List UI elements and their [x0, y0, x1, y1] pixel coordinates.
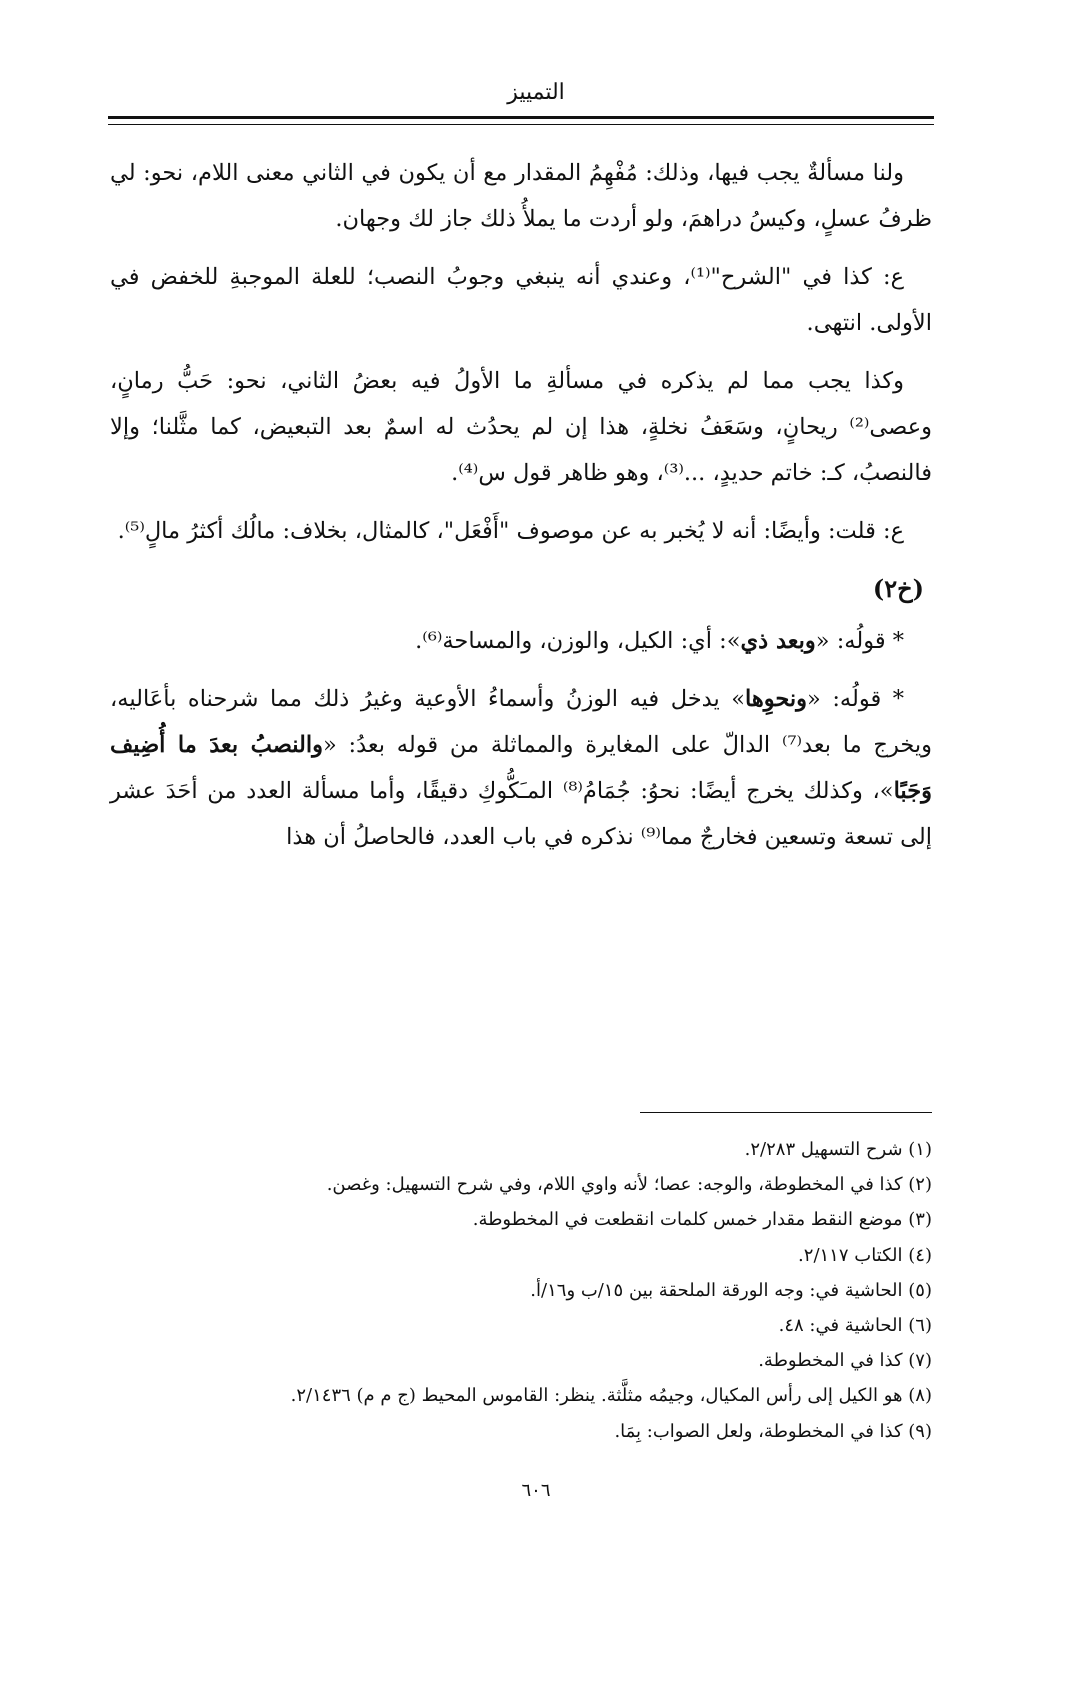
footnote-2: (٢) كذا في المخطوطة، والوجه: عصا؛ لأنه واوي اللام، وفي شرح التسهيل: وغصن. — [326, 1174, 932, 1196]
footnote-4: (٤) الكتاب ٢/١١٧. — [798, 1244, 932, 1266]
footnote-3: (٣) موضع النقط مقدار خمس كلمات انقطعت في المخطوطة. — [472, 1209, 932, 1231]
quote-2-suffix: » يدخل فيه الوزنُ وأسماءُ الأوعية وغيرُ ذلك مما شرحناه بأعَاليه، ويخرج ما بعد⁽⁷⁾ الدالّ على المغايرة والمماثلة من قوله بعدُ: « — [110, 686, 933, 758]
header-rule-thin — [108, 124, 934, 125]
quote-2-keyword: ونحوِها — [745, 686, 808, 712]
footnote-separator — [640, 1112, 932, 1113]
quote-1-suffix: »: أي: الكيل، والوزن، والمساحة⁽⁶⁾. — [415, 628, 741, 654]
page-number: ٦٠٦ — [521, 1480, 551, 1501]
footnote-1: (١) شرح التسهيل ٢/٢٨٣. — [744, 1139, 932, 1160]
footnote-9: (٩) كذا في المخطوطة، ولعل الصواب: بِمَا. — [614, 1420, 932, 1442]
paragraph-4: ع: قلت: وأيضًا: أنه لا يُخبر به عن موصوف "أَفْعَل"، كالمثال، بخلاف: مالُك أكثرُ مالٍ⁽⁵⁾. — [117, 518, 904, 544]
quote-2-suffix-2: »، وكذلك يخرج أيضًا: نحوُ: جُمَامُ⁽⁸⁾ المـَكُّوكِ دقيقًا، وأما مسألة العدد من أحَدَ عشر إلى تسعة وتسعين فخارجٌ مما⁽⁹⁾ نذكره في باب العدد، فالحاصلُ أن هذا — [110, 778, 932, 850]
header-rule-thick — [108, 116, 934, 119]
quote-line-2 — [110, 676, 932, 860]
main-text — [110, 150, 932, 872]
footnotes — [110, 1132, 932, 1449]
quote-1-prefix: * قولُه: « — [815, 628, 904, 654]
section-heading: (خ٢) — [872, 574, 924, 603]
footnote-8: (٨) هو الكيل إلى رأس المكيال، وجيمُه مثلَّثة. ينظر: القاموس المحيط (ج م م) ٢/١٤٣٦. — [290, 1385, 932, 1407]
quote-2-prefix: * قولُه: « — [807, 686, 904, 712]
footnote-7: (٧) كذا في المخطوطة. — [758, 1350, 932, 1372]
paragraph-3: وكذا يجب مما لم يذكره في مسألةِ ما الأولُ فيه بعضُ الثاني، نحو: حَبُّ رمانٍ، وعصى⁽²⁾ ريحانٍ، وسَعَفُ نخلةٍ، هذا إن لم يحدُث له اسمٌ بعد التبعيض، كما مثَّلنا؛ وإلا فالنصبُ، كـ: خاتم حديدٍ، ...⁽³⁾، وهو ظاهر قول س⁽⁴⁾. — [110, 368, 932, 486]
running-header-title: التمييز — [507, 80, 565, 105]
footnote-5: (٥) الحاشية في: وجه الورقة الملحقة بين ١٥/ب و١٦/أ. — [530, 1279, 932, 1301]
quote-2-keyword-2: والنصبُ بعدَ ما أُضِيف وَجَبًا — [110, 732, 932, 804]
footnote-6: (٦) الحاشية في: ٤٨. — [778, 1315, 932, 1337]
quote-line-1 — [110, 618, 932, 664]
paragraph-2: ع: كذا في "الشرح"⁽¹⁾، وعندي أنه ينبغي وجوبُ النصب؛ للعلة الموجبةِ للخفض في الأولى. انتهى. — [110, 264, 932, 336]
paragraph-1: ولنا مسألةٌ يجب فيها، وذلك: مُفْهِمُ المقدار مع أن يكون في الثاني معنى اللام، نحو: لي ظرفُ عسلٍ، وكيسُ دراهمَ، ولو أردت ما يملأُ ذلك جاز لك وجهان. — [110, 160, 932, 232]
quote-1-keyword: وبعد ذي — [740, 628, 816, 654]
